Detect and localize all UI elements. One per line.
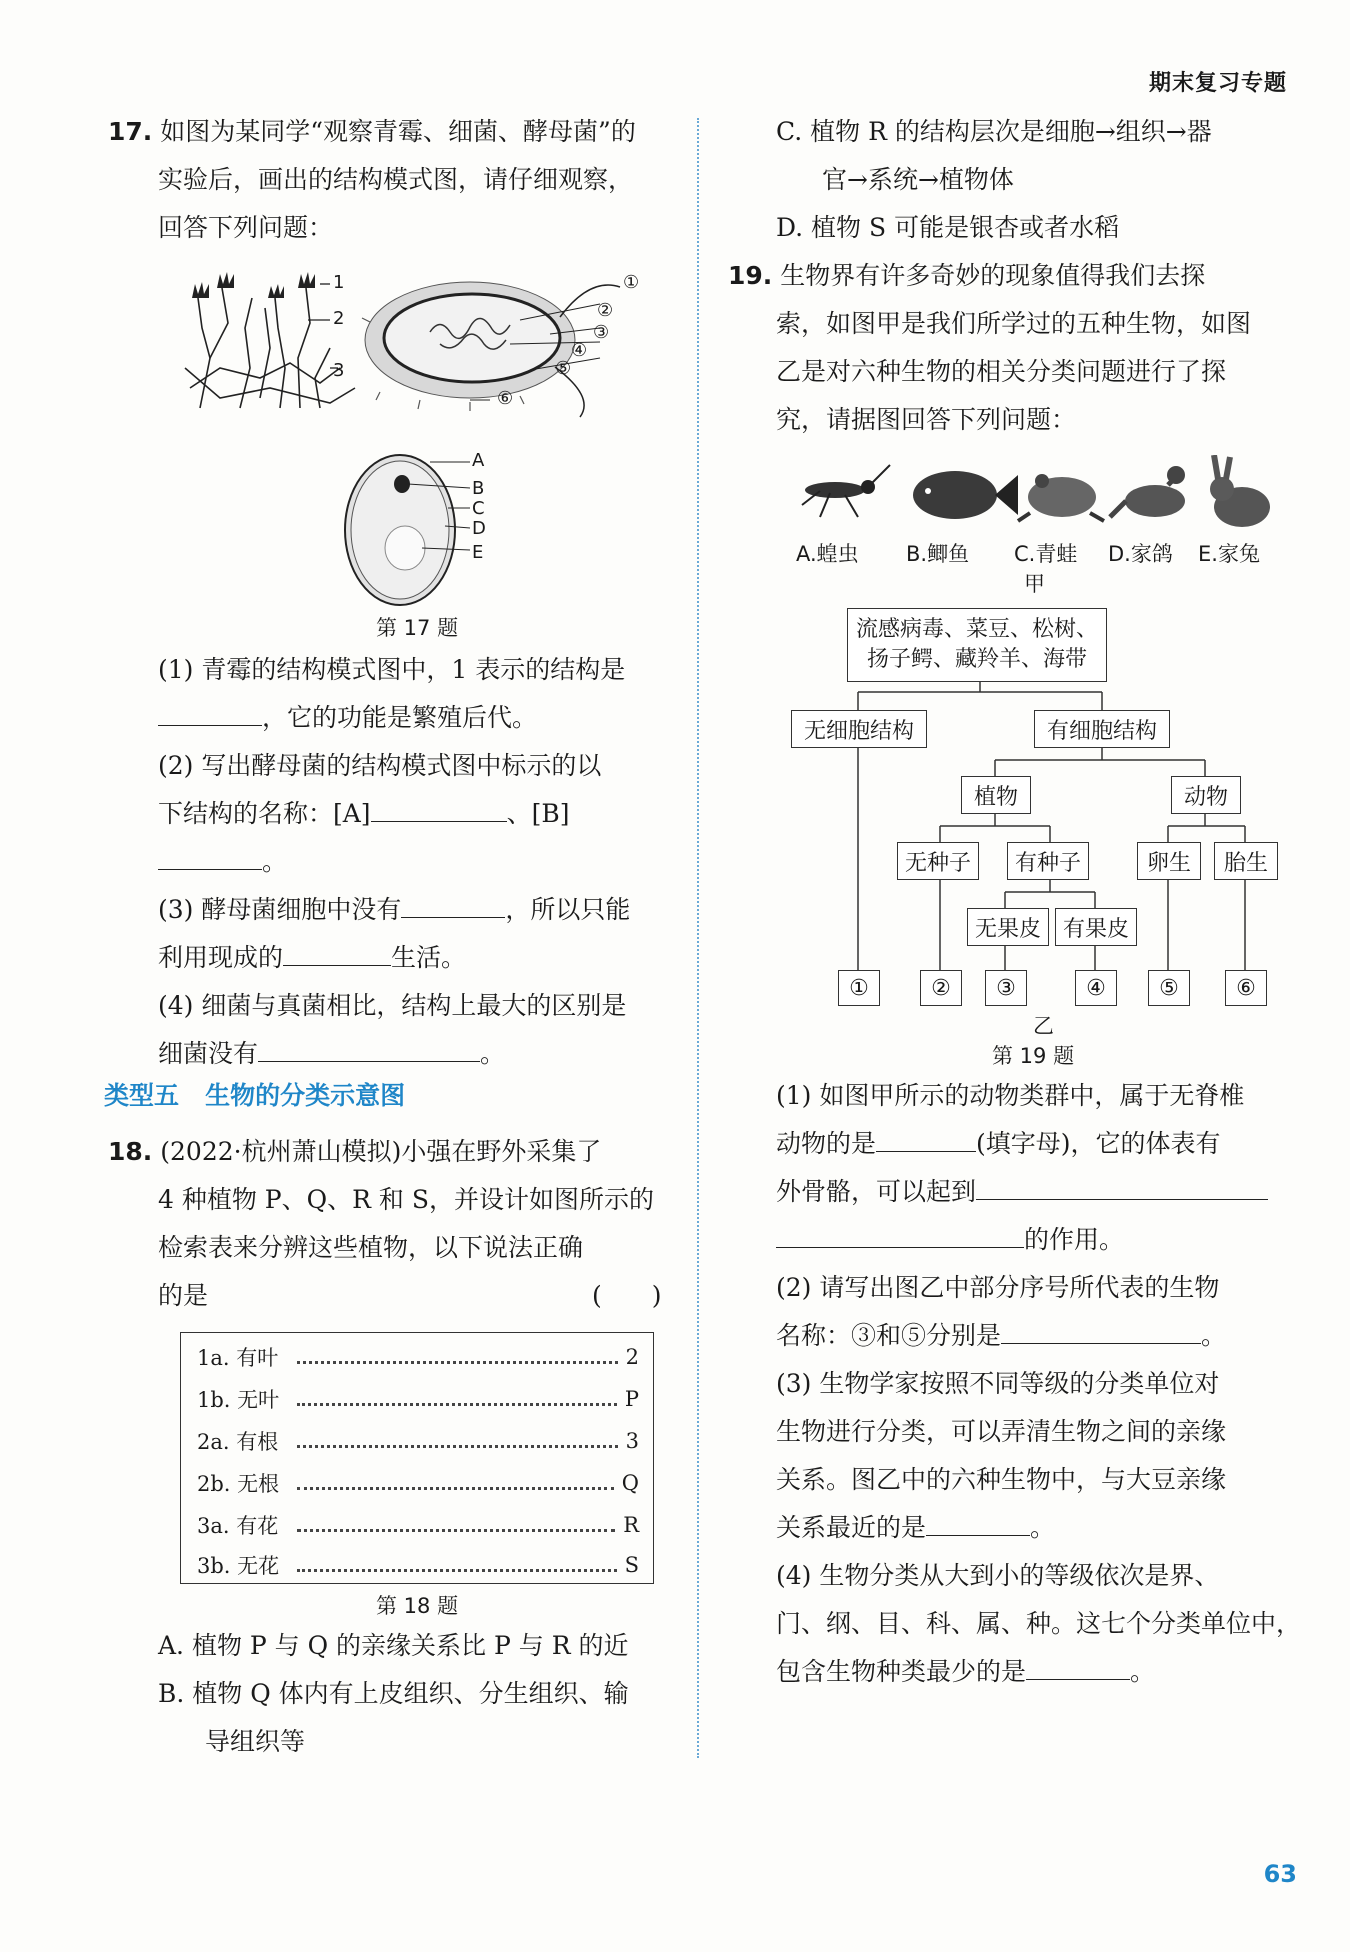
tree-has-pericarp: 有果皮 bbox=[1055, 908, 1137, 946]
q18-stem-line-4: 的是 bbox=[158, 1281, 209, 1310]
q18-caption: 第 18 题 bbox=[376, 1594, 459, 1618]
q17-stem-line-1: 17. 如图为某同学“观察青霉、细菌、酵母菌”的 bbox=[108, 117, 636, 146]
q18-option-b-line-1: B. 植物 Q 体内有上皮组织、分生组织、输 bbox=[158, 1679, 629, 1708]
animal-label-b: B.鲫鱼 bbox=[906, 542, 970, 566]
q19-sub4-line-2: 门、纲、目、科、属、种。这七个分类单位中， bbox=[776, 1609, 1302, 1638]
tree-leaf-5: ⑤ bbox=[1148, 970, 1190, 1006]
q17-sub4-line-1: (4) 细菌与真菌相比，结构上最大的区别是 bbox=[158, 991, 627, 1020]
q18-answer-paren: ( ) bbox=[592, 1281, 662, 1310]
q18-option-c-line-2: 官→系统→植物体 bbox=[822, 165, 1014, 194]
page-number: 63 bbox=[1263, 1860, 1297, 1888]
q19-sub4-line-3: 包含生物种类最少的是 。 bbox=[776, 1657, 1156, 1686]
tree-no-cell-structure: 无细胞结构 bbox=[791, 710, 927, 748]
figure-a-label: 甲 bbox=[1024, 572, 1045, 596]
tree-leaf-6: ⑥ bbox=[1225, 970, 1267, 1006]
tree-oviparous: 卵生 bbox=[1137, 842, 1201, 880]
q18-option-c-line-1: C. 植物 R 的结构层次是细胞→组织→器 bbox=[776, 117, 1212, 146]
tree-leaf-3: ③ bbox=[985, 970, 1027, 1006]
key-row: 1a. 有叶 2 bbox=[197, 1345, 639, 1370]
q17-sub4-line-2: 细菌没有 。 bbox=[158, 1039, 506, 1068]
section-header: 期末复习专题 bbox=[1148, 71, 1287, 96]
pigeon-icon bbox=[1110, 466, 1185, 517]
q19-caption: 第 19 题 bbox=[992, 1044, 1075, 1068]
dichotomous-key-table bbox=[180, 1332, 654, 1584]
key-row: 1b. 无叶 P bbox=[197, 1387, 639, 1412]
q19-sub1-line-1: (1) 如图甲所示的动物类群中，属于无脊椎 bbox=[776, 1081, 1245, 1110]
carp-icon bbox=[913, 471, 1018, 519]
tree-animal: 动物 bbox=[1171, 776, 1241, 814]
animal-label-c: C.青蛙 bbox=[1014, 542, 1078, 566]
bacterium-label-2: ② bbox=[597, 300, 614, 321]
q19-sub3-line-1: (3) 生物学家按照不同等级的分类单位对 bbox=[776, 1369, 1220, 1398]
q17-sub2-line-3: 。 bbox=[158, 838, 287, 886]
q19-sub2-line-1: (2) 请写出图乙中部分序号所代表的生物 bbox=[776, 1273, 1220, 1302]
rabbit-icon bbox=[1210, 455, 1270, 527]
figure-b-label: 乙 bbox=[1033, 1014, 1054, 1038]
q19-stem-line-3: 乙是对六种生物的相关分类问题进行了探 bbox=[776, 357, 1227, 386]
tree-has-cell-structure: 有细胞结构 bbox=[1034, 710, 1170, 748]
q19-sub3-line-3: 关系。图乙中的六种生物中，与大豆亲缘 bbox=[776, 1465, 1227, 1494]
key-row: 2a. 有根 3 bbox=[197, 1429, 639, 1454]
q19-sub3-line-4: 关系最近的是 。 bbox=[776, 1513, 1056, 1542]
q19-sub3-line-2: 生物进行分类，可以弄清生物之间的亲缘 bbox=[776, 1417, 1227, 1446]
q18-option-a: A. 植物 P 与 Q 的亲缘关系比 P 与 R 的近 bbox=[158, 1631, 629, 1660]
q18-stem-line-3: 检索表来分辨这些植物，以下说法正确 bbox=[158, 1233, 584, 1262]
q19-sub1-line-2: 动物的是 (填字母)，它的体表有 bbox=[776, 1129, 1221, 1158]
q18-option-d: D. 植物 S 可能是银杏或者水稻 bbox=[776, 213, 1120, 242]
q19-sub1-line-3: 外骨骼，可以起到 bbox=[776, 1168, 1268, 1216]
q19-stem-line-1: 19. 生物界有许多奇妙的现象值得我们去探 bbox=[728, 261, 1206, 290]
q19-sub4-line-1: (4) 生物分类从大到小的等级依次是界、 bbox=[776, 1561, 1220, 1590]
animal-label-d: D.家鸽 bbox=[1108, 542, 1173, 566]
q17-stem-line-2: 实验后，画出的结构模式图，请仔细观察， bbox=[158, 165, 634, 194]
yeast-label-C: C bbox=[472, 498, 485, 519]
q19-stem-line-2: 索，如图甲是我们所学过的五种生物，如图 bbox=[776, 309, 1252, 338]
animal-label-a: A.蝗虫 bbox=[796, 542, 859, 566]
q17-sub3-line-2: 利用现成的 生活。 bbox=[158, 943, 467, 972]
q17-stem-line-3: 回答下列问题： bbox=[158, 213, 334, 242]
tree-plant: 植物 bbox=[961, 776, 1031, 814]
yeast-label-A: A bbox=[472, 450, 485, 471]
yeast-label-B: B bbox=[472, 478, 485, 499]
locust-icon bbox=[802, 465, 890, 517]
q17-sub2-line-1: (2) 写出酵母菌的结构模式图中标示的以 bbox=[158, 751, 602, 780]
bacterium-label-4: ④ bbox=[571, 340, 588, 361]
q19-sub1-line-4: 的作用。 bbox=[776, 1216, 1124, 1264]
tree-has-seed: 有种子 bbox=[1007, 842, 1089, 880]
animal-label-e: E.家兔 bbox=[1198, 542, 1260, 566]
tree-no-pericarp: 无果皮 bbox=[967, 908, 1049, 946]
penicillium-label-3: 3 bbox=[333, 360, 345, 381]
tree-leaf-4: ④ bbox=[1075, 970, 1117, 1006]
q17-sub3-line-1: (3) 酵母菌细胞中没有 ，所以只能 bbox=[158, 895, 631, 924]
bacterium-label-3: ③ bbox=[593, 322, 610, 343]
q19-sub2-line-2: 名称：③和⑤分别是 。 bbox=[776, 1321, 1227, 1350]
q19-number: 19. bbox=[728, 261, 773, 290]
q17-number: 17. bbox=[108, 117, 153, 146]
q18-stem-line-1: 18. (2022·杭州萧山模拟)小强在野外采集了 bbox=[108, 1137, 602, 1166]
bacterium-label-5: ⑤ bbox=[555, 358, 572, 379]
tree-viviparous: 胎生 bbox=[1214, 842, 1278, 880]
animals-figure bbox=[790, 455, 1280, 535]
q17-sub2-line-2: 下结构的名称：[A] 、[B] bbox=[158, 799, 570, 828]
q17-sub1-line-1: (1) 青霉的结构模式图中，1 表示的结构是 bbox=[158, 655, 626, 684]
q17-caption: 第 17 题 bbox=[376, 616, 459, 640]
tree-leaf-2: ② bbox=[920, 970, 962, 1006]
penicillium-label-1: 1 bbox=[333, 272, 345, 293]
penicillium-label-2: 2 bbox=[333, 308, 345, 329]
bacterium-label-6: ⑥ bbox=[497, 388, 514, 409]
q17-sub1-line-2: ，它的功能是繁殖后代。 bbox=[158, 694, 537, 742]
frog-icon bbox=[1018, 474, 1104, 521]
key-row: 3b. 无花 S bbox=[197, 1553, 639, 1578]
column-divider bbox=[697, 118, 699, 1758]
section-type-5: 类型五 生物的分类示意图 bbox=[104, 1081, 406, 1110]
tree-leaf-1: ① bbox=[838, 970, 880, 1006]
yeast-label-E: E bbox=[472, 542, 484, 563]
key-row: 2b. 无根 Q bbox=[197, 1471, 639, 1496]
q18-option-b-line-2: 导组织等 bbox=[205, 1727, 306, 1756]
q18-number: 18. bbox=[108, 1137, 153, 1166]
bacterium-label-1: ① bbox=[623, 272, 640, 293]
tree-root: 流感病毒、菜豆、松树、 扬子鳄、藏羚羊、海带 bbox=[847, 608, 1107, 682]
yeast-label-D: D bbox=[472, 518, 486, 539]
yeast-figure bbox=[340, 448, 480, 608]
key-row: 3a. 有花 R bbox=[197, 1513, 639, 1538]
tree-no-seed: 无种子 bbox=[897, 842, 979, 880]
q18-stem-line-2: 4 种植物 P、Q、R 和 S，并设计如图所示的 bbox=[158, 1185, 654, 1214]
q19-stem-line-4: 究，请据图回答下列问题： bbox=[776, 405, 1077, 434]
